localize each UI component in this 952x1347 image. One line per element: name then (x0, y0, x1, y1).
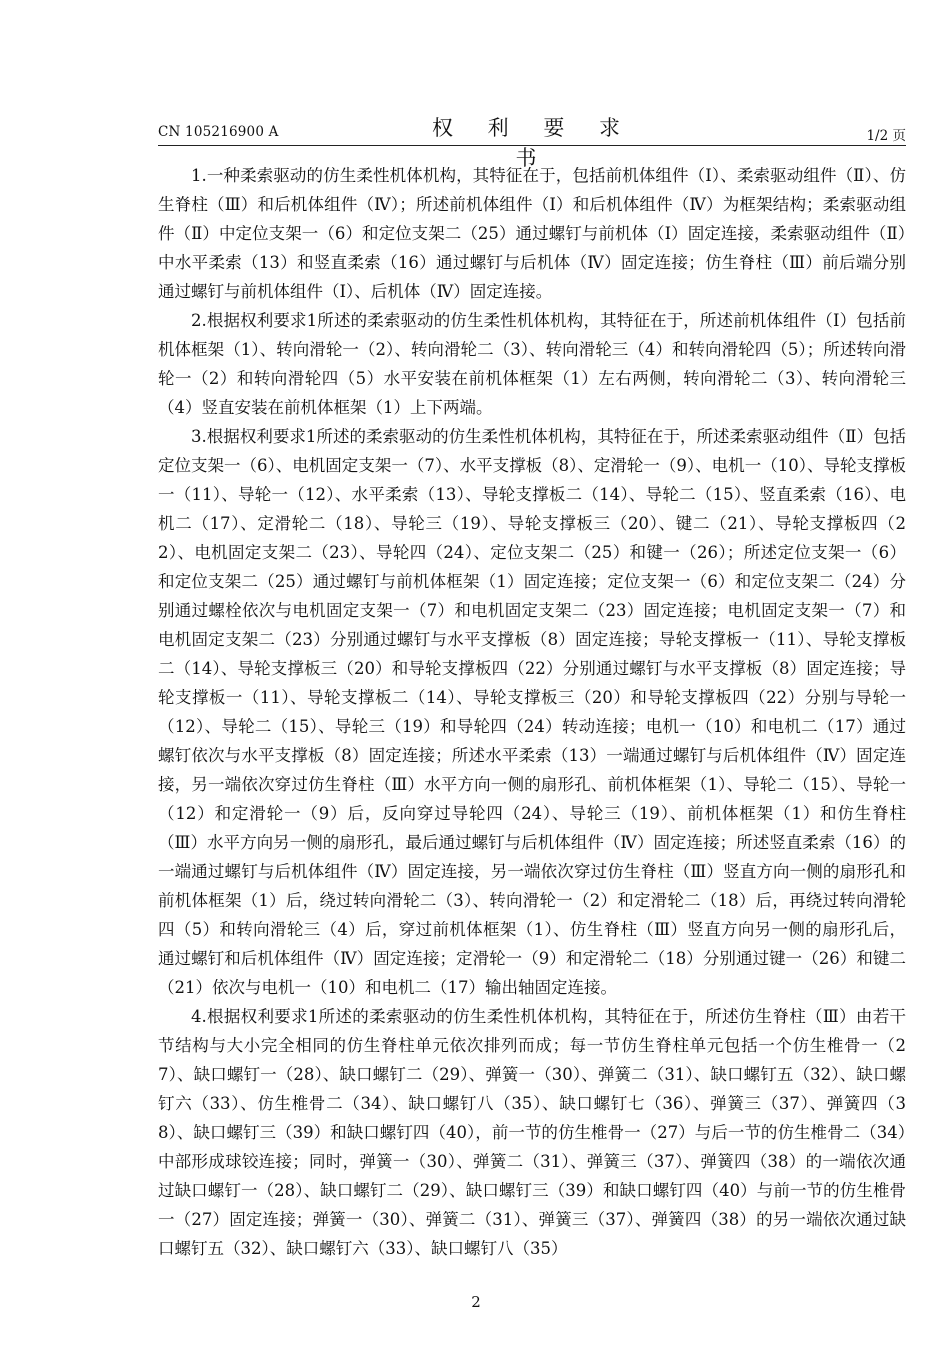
claim-1: 1.一种柔索驱动的仿生柔性机体机构，其特征在于，包括前机体组件（Ⅰ）、柔索驱动组件（Ⅱ）、仿生脊柱（Ⅲ）和后机体组件（Ⅳ）；所述前机体组件（Ⅰ）和后机体组件（Ⅳ）为框架结构；柔索驱动组件（Ⅱ）中定位支架一（6）和定位支架二（25）通过螺钉与前机体（Ⅰ）固定连接，柔索驱动组件（Ⅱ）中水平柔索（13）和竖直柔索（16）通过螺钉与后机体（Ⅳ）固定连接；仿生脊柱（Ⅲ）前后端分别通过螺钉与前机体组件（Ⅰ）、后机体（Ⅳ）固定连接。 (158, 166, 906, 301)
page-indicator: 1/2 页 (866, 128, 906, 144)
claims-body (158, 161, 906, 1263)
claim-2: 2.根据权利要求1所述的柔索驱动的仿生柔性机体机构，其特征在于，所述前机体组件（Ⅰ）包括前机体框架（1）、转向滑轮一（2）、转向滑轮二（3）、转向滑轮三（4）和转向滑轮四（5）；所述转向滑轮一（2）和转向滑轮四（5）水平安装在前机体框架（1）左右两侧，转向滑轮二（3）、转向滑轮三（4）竖直安装在前机体框架（1）上下两端。 (158, 311, 906, 417)
claim-4: 4.根据权利要求1所述的柔索驱动的仿生柔性机体机构，其特征在于，所述仿生脊柱（Ⅲ）由若干节结构与大小完全相同的仿生脊柱单元依次排列而成；每一节仿生脊柱单元包括一个仿生椎骨一（27）、缺口螺钉一（28）、缺口螺钉二（29）、弹簧一（30）、弹簧二（31）、缺口螺钉五（32）、缺口螺钉六（33）、仿生椎骨二（34）、缺口螺钉八（35）、缺口螺钉七（36）、弹簧三（37）、弹簧四（38）、缺口螺钉三（39）和缺口螺钉四（40），前一节的仿生椎骨一（27）与后一节的仿生椎骨二（34）中部形成球铰连接；同时，弹簧一（30）、弹簧二（31）、弹簧三（37）、弹簧四（38）的一端依次通过缺口螺钉一（28）、缺口螺钉二（29）、缺口螺钉三（39）和缺口螺钉四（40）与前一节的仿生椎骨一（27）固定连接；弹簧一（30）、弹簧二（31）、弹簧三（37）、弹簧四（38）的另一端依次通过缺口螺钉五（32）、缺口螺钉六（33）、缺口螺钉八（35） (158, 1007, 906, 1258)
page-number: 2 (471, 1293, 481, 1311)
publication-number: CN 105216900 A (158, 124, 279, 140)
page-header (158, 112, 906, 170)
header-rule (158, 145, 906, 146)
claim-3: 3.根据权利要求1所述的柔索驱动的仿生柔性机体机构，其特征在于，所述柔索驱动组件（Ⅱ）包括定位支架一（6）、电机固定支架一（7）、水平支撑板（8）、定滑轮一（9）、电机一（10）、导轮支撑板一（11）、导轮一（12）、水平柔索（13）、导轮支撑板二（14）、导轮二（15）、竖直柔索（16）、电机二（17）、定滑轮二（18）、导轮三（19）、导轮支撑板三（20）、键二（21）、导轮支撑板四（22）、电机固定支架二（23）、导轮四（24）、定位支架二（25）和键一（26）；所述定位支架一（6）和定位支架二（25）通过螺钉与前机体框架（1）固定连接；定位支架一（6）和定位支架二（24）分别通过螺栓依次与电机固定支架一（7）和电机固定支架二（23）固定连接；电机固定支架一（7）和电机固定支架二（23）分别通过螺钉与水平支撑板（8）固定连接；导轮支撑板一（11）、导轮支撑板二（14）、导轮支撑板三（20）和导轮支撑板四（22）分别通过螺钉与水平支撑板（8）固定连接；导轮支撑板一（11）、导轮支撑板二（14）、导轮支撑板三（20）和导轮支撑板四（22）分别与导轮一（12）、导轮二（15）、导轮三（19）和导轮四（24）转动连接；电机一（10）和电机二（17）通过螺钉依次与水平支撑板（8）固定连接；所述水平柔索（13）一端通过螺钉与后机体组件（Ⅳ）固定连接，另一端依次穿过仿生脊柱（Ⅲ）水平方向一侧的扇形孔、前机体框架（1）、导轮二（15）、导轮一（12）和定滑轮一（9）后，反向穿过导轮四（24）、导轮三（19）、前机体框架（1）和仿生脊柱（Ⅲ）水平方向另一侧的扇形孔，最后通过螺钉与后机体组件（Ⅳ）固定连接；所述竖直柔索（16）的一端通过螺钉与后机体组件（Ⅳ）固定连接，另一端依次穿过仿生脊柱（Ⅲ）竖直方向一侧的扇形孔和前机体框架（1）后，绕过转向滑轮二（3）、转向滑轮一（2）和定滑轮二（18）后，再绕过转向滑轮四（5）和转向滑轮三（4）后，穿过前机体框架（1）、仿生脊柱（Ⅲ）竖直方向另一侧的扇形孔后，通过螺钉和后机体组件（Ⅳ）固定连接；定滑轮一（9）和定滑轮二（18）分别通过键一（26）和键二（21）依次与电机一（10）和电机二（17）输出轴固定连接。 (158, 427, 906, 997)
document-title: 权 利 要 求 书 (431, 116, 635, 170)
